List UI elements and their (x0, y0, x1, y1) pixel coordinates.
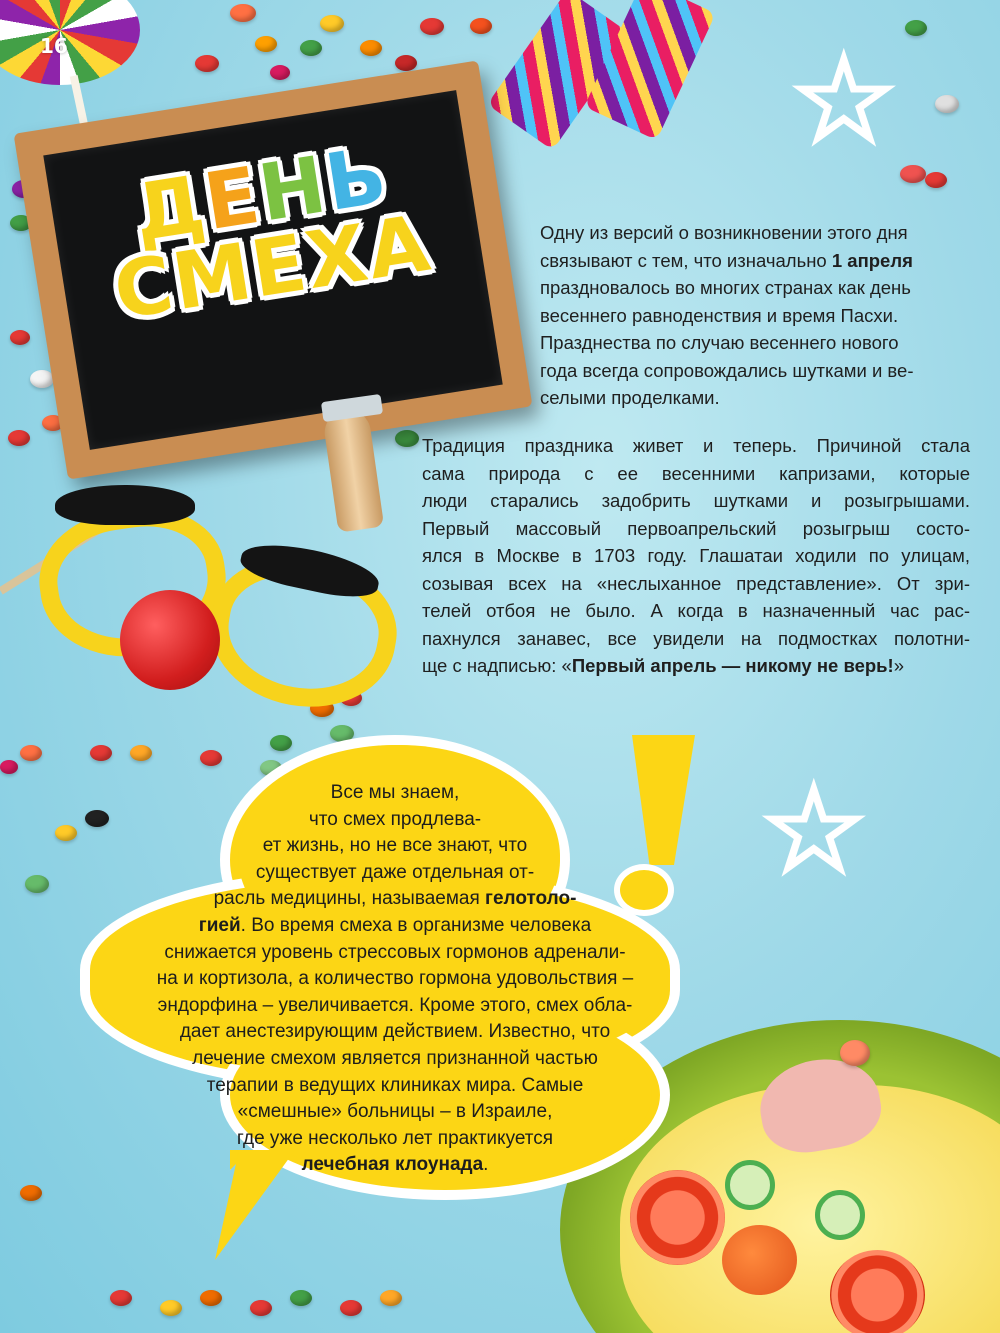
intro-paragraph: Одну из версий о возникновении этого дня связывают с тем, что изначально 1 апреля праздновалось во многих странах как день весеннего равноденствия и время Пасхи. Празднества по случаю весеннего нового года всегда сопровождались шутками и ве- селыми проделками. (540, 222, 914, 408)
title-line-1: ДЕНЬ (127, 130, 395, 260)
pea-decoration (840, 1040, 870, 1066)
lollipop-image (0, 0, 140, 85)
funny-glasses-image (20, 470, 400, 700)
chalkboard (43, 90, 502, 450)
tomato-cheek-left (630, 1170, 725, 1265)
star-outline-icon: ☆ (790, 33, 898, 167)
tradition-paragraph: Традиция праздника живет и теперь. Причиной стала сама природа с ее весенними капризами, которые люди старались задобрить шутками и розыгрышами. Первый массовый первоапрельский розыгрыш состо- ялся в Москве в 1703 году. Глашатаи ходили по улицам, созывая всех на «неслыханное представление». От зри- телей отбоя не было. А когда в назначенный час рас- пахнулся занавес, все увидели на подмостках полотни- ще с надписью: «Первый апрель — никому не верь!» (422, 435, 970, 676)
laughter-paragraph: Все мы знаем, что смех продлева- ет жизнь, но не все знают, что существует даже отдельная от- расль медицины, называемая гелотоло- гией. Во время смеха в организме человека снижается уровень стрессовых гормонов адренали- на и кортизола, а количество гормона удовольствия – эндорфина – увеличивается. Кроме этого, смех обла- дает анестезирующим действием. Известно, что лечение смехом является признанной частью терапии в ведущих клиниках мира. Самые «смешные» больницы – в Израиле, где уже несколько лет практикуется лечебная клоунада. (156, 782, 634, 1176)
page-title (49, 126, 485, 338)
star-outline-icon: ☆ (760, 763, 868, 897)
title-line-2: СМЕХА (108, 198, 438, 338)
chalkboard-frame (14, 60, 533, 479)
cucumber-eye-left (725, 1160, 775, 1210)
carrot-nose-image (722, 1225, 797, 1295)
eyebrow-left (55, 485, 195, 525)
tomato-cheek-right (830, 1250, 925, 1333)
clown-nose-image (120, 590, 220, 690)
page-number: 16 (40, 34, 68, 58)
cucumber-eye-right (815, 1190, 865, 1240)
